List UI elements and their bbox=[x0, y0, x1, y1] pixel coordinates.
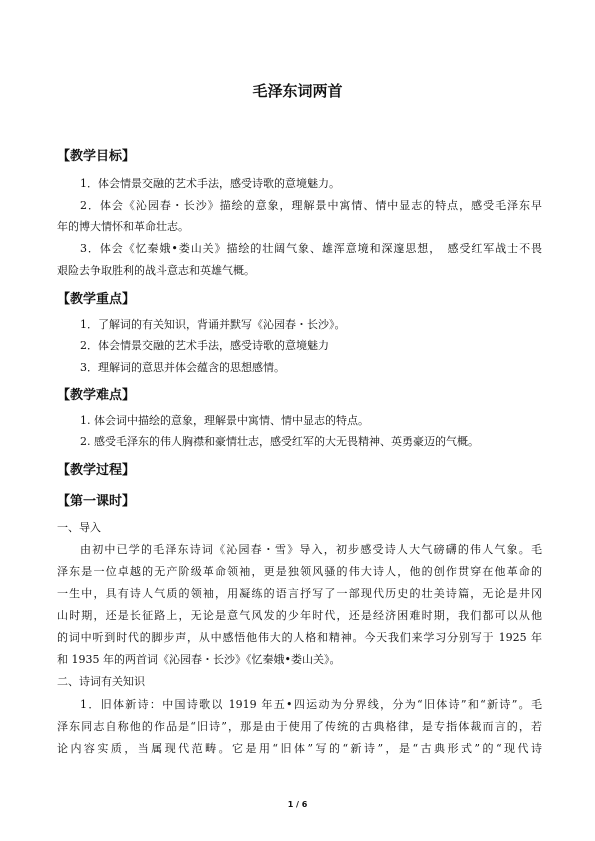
section-heading-goals: 【教学目标】 bbox=[57, 149, 136, 164]
knowledge-line-1: 1．旧体新诗：中国诗歌以 1919 年五•四运动为分界线，分为“旧体诗”和“新诗”。毛 bbox=[80, 698, 542, 711]
page-title: 毛泽东词两首 bbox=[252, 82, 343, 100]
goals-line-4: 3．体会《忆秦娥•娄山关》描绘的壮阔气象、雄浑意境和深邃思想， 感受红军战士不畏 bbox=[80, 242, 542, 255]
intro-line-3: 一生中，具有诗人气质的领袖，用凝练的语言抒写了一部现代历史的壮美诗篇，无论是井冈 bbox=[57, 587, 542, 600]
intro-line-5: 的词中听到时代的脚步声，从中感悟他伟大的人格和精神。今天我们来学习分别写于 1925 年 bbox=[57, 631, 542, 644]
section-heading-process: 【教学过程】 bbox=[57, 463, 136, 478]
intro-line-1: 由初中已学的毛泽东诗词《沁园春・雪》导入，初步感受诗人大气磅礴的伟人气象。毛 bbox=[80, 543, 542, 556]
goals-line-3: 年的博大情怀和革命壮志。 bbox=[57, 220, 189, 233]
knowledge-subheading: 二、诗词有关知识 bbox=[57, 675, 145, 688]
knowledge-line-2: 泽东同志自称他的作品是“旧诗”，那是由于使用了传统的古典格律，是专指体裁而言的，若 bbox=[57, 720, 542, 733]
section-heading-lesson1: 【第一课时】 bbox=[57, 494, 136, 509]
page-number: 1 / 6 bbox=[287, 800, 308, 809]
focus-line-3: 3．理解词的意思并体会蕴含的思想感情。 bbox=[80, 361, 285, 374]
goals-line-2: 2．体会《沁园春・长沙》描绘的意象，理解景中寓情、情中显志的特点，感受毛泽东早 bbox=[80, 199, 542, 212]
difficulty-line-2: 2. 感受毛泽东的伟人胸襟和豪情壮志，感受红军的大无畏精神、英勇豪迈的气概。 bbox=[80, 435, 479, 448]
knowledge-line-3: 论内容实质，当属现代范畴。它是用“旧体”写的“新诗”，是“古典形式”的“现代诗 bbox=[57, 742, 542, 755]
intro-subheading: 一、导入 bbox=[57, 521, 101, 534]
focus-line-1: 1．了解词的有关知识，背诵并默写《沁园春・长沙》。 bbox=[80, 318, 346, 331]
intro-line-6: 和 1935 年的两首词《沁园春・长沙》《忆秦娥•娄山关》。 bbox=[57, 653, 341, 666]
goals-line-5: 艰险去争取胜利的战斗意志和英雄气概。 bbox=[57, 264, 255, 277]
section-heading-difficulty: 【教学难点】 bbox=[57, 388, 136, 403]
goals-line-1: 1．体会情景交融的艺术手法，感受诗歌的意境魅力。 bbox=[80, 177, 340, 190]
intro-line-4: 山时期，还是长征路上，无论是意气风发的少年时代，还是经济困难时期，我们都可以从他 bbox=[57, 609, 542, 622]
intro-line-2: 泽东是一位卓越的无产阶级革命领袖，更是独领风骚的伟大诗人，他的创作贯穿在他革命的 bbox=[57, 565, 542, 578]
focus-line-2: 2．体会情景交融的艺术手法，感受诗歌的意境魅力 bbox=[80, 339, 329, 352]
section-heading-focus: 【教学重点】 bbox=[57, 292, 136, 307]
difficulty-line-1: 1. 体会词中描绘的意象，理解景中寓情、情中显志的特点。 bbox=[80, 414, 369, 427]
